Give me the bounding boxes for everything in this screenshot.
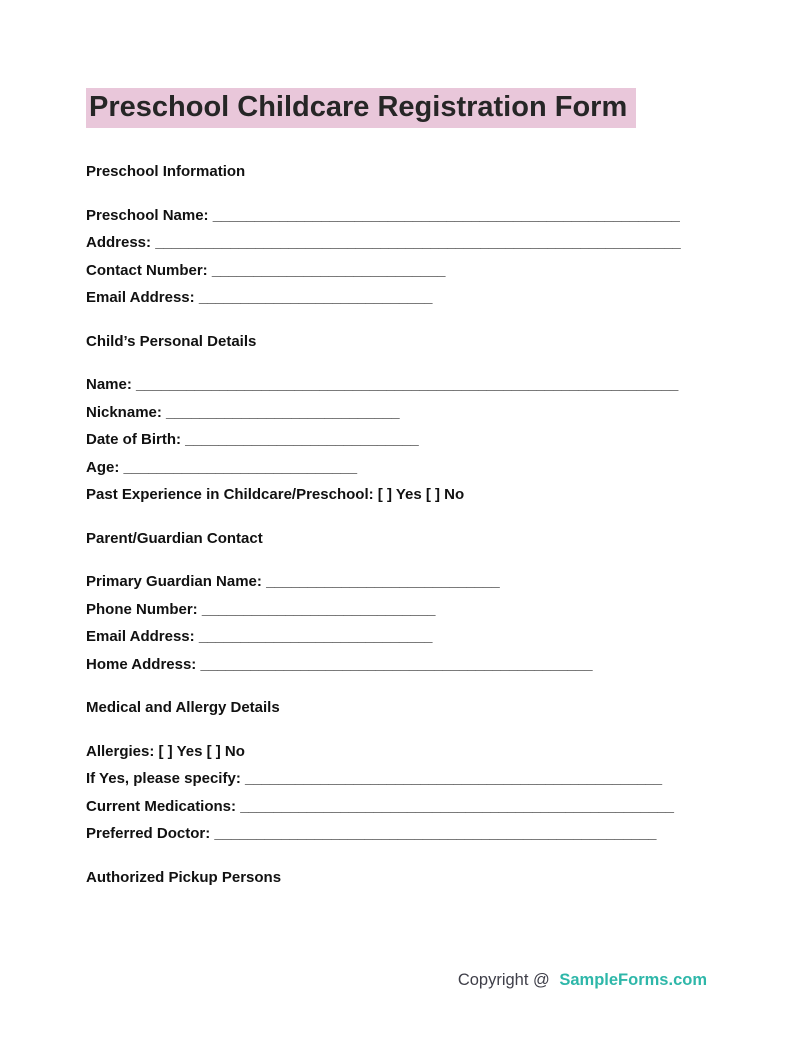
section-heading-guardian-contact: Parent/Guardian Contact [86, 529, 263, 547]
section-heading-medical: Medical and Allergy Details [86, 699, 280, 716]
field-label: If Yes, please specify: [86, 770, 241, 787]
form-title-wrap [86, 88, 714, 128]
field-phone-number [86, 596, 714, 624]
field-label: Allergies: [ ] Yes [ ] No [86, 742, 245, 760]
field-label: Contact Number: [86, 261, 208, 279]
field-allergies-checkboxes [86, 738, 714, 766]
field-current-medications [86, 793, 714, 821]
section-heading-child-details: Child’s Personal Details [86, 332, 257, 350]
field-allergies-specify [86, 765, 714, 793]
blank-line: ____________________________ [166, 403, 400, 421]
field-date-of-birth [86, 426, 714, 454]
blank-line: _________________________________________________________________ [136, 376, 679, 393]
field-label: Phone Number: [86, 600, 198, 618]
blank-line: ____________________________ [123, 458, 358, 476]
field-guardian-email-address [86, 623, 714, 651]
blank-line: ________________________________________________________ [212, 206, 680, 224]
copyright-text: Copyright @ [457, 971, 550, 989]
form-title: Preschool Childcare Registration Form [86, 88, 636, 128]
blank-line: _____________________________________________________ [214, 825, 657, 842]
field-label: Age: [86, 458, 120, 476]
blank-line: _______________________________________________ [200, 655, 593, 673]
blank-line: ____________________________ [211, 261, 446, 279]
section-heading-pickup: Authorized Pickup Persons [86, 868, 282, 886]
blank-line: __________________________________________________ [244, 770, 663, 787]
field-label: Name: [86, 376, 132, 393]
field-label: Primary Guardian Name: [86, 573, 262, 590]
field-label: Email Address: [86, 628, 195, 645]
field-contact-number [86, 257, 714, 285]
blank-line: _______________________________________________________________ [155, 234, 681, 251]
field-nickname [86, 399, 714, 427]
field-email-address [86, 284, 714, 312]
field-label: Home Address: [86, 655, 197, 673]
blank-line: ____________________________ [185, 431, 419, 448]
field-label: Past Experience in Childcare/Preschool: [ ] Yes [ ] No [86, 486, 465, 503]
field-label: Current Medications: [86, 797, 237, 815]
blank-line: ____________________________ [198, 289, 433, 306]
field-preschool-name [86, 202, 714, 230]
field-preferred-doctor [86, 820, 714, 848]
section-heading-preschool-info: Preschool Information [86, 163, 246, 180]
footer [458, 971, 707, 990]
field-label: Date of Birth: [86, 431, 181, 448]
field-address [86, 229, 714, 257]
blank-line: ____________________________ [198, 628, 433, 645]
brand-link[interactable]: SampleForms.com [559, 971, 707, 989]
field-home-address [86, 651, 714, 679]
field-label: Email Address: [86, 289, 195, 306]
blank-line: ____________________________________________________ [240, 797, 674, 815]
blank-line: ____________________________ [266, 573, 500, 590]
field-child-name [86, 371, 714, 399]
form-content [0, 88, 800, 891]
field-label: Preferred Doctor: [86, 825, 211, 842]
blank-line: ____________________________ [201, 600, 436, 618]
field-label: Nickname: [86, 403, 162, 421]
field-label: Preschool Name: [86, 206, 209, 224]
field-age [86, 454, 714, 482]
field-past-experience-checkboxes [86, 481, 714, 509]
field-primary-guardian-name [86, 568, 714, 596]
field-label: Address: [86, 234, 152, 251]
